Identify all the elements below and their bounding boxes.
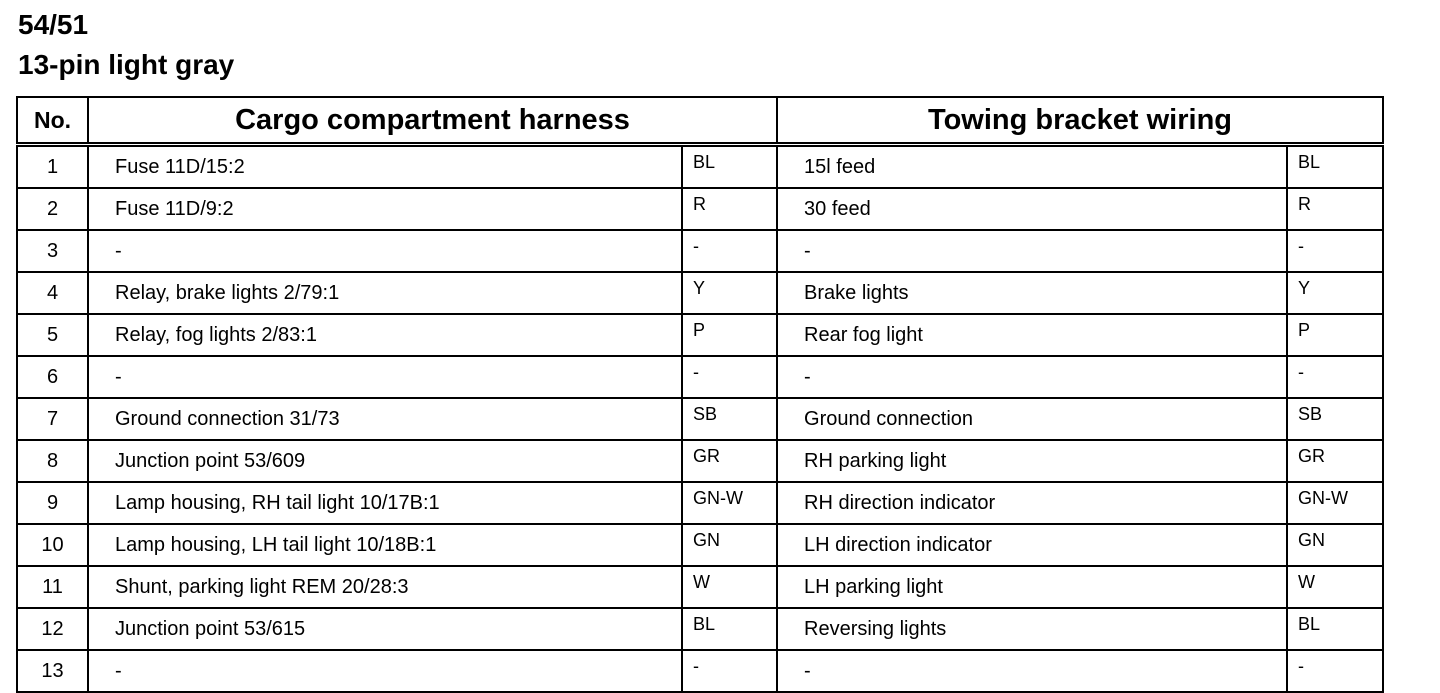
pin-number: 8 (17, 440, 88, 482)
cargo-wire-color: Y (682, 272, 777, 314)
table-row (17, 524, 1383, 566)
table-row (17, 398, 1383, 440)
cargo-harness-connection: Junction point 53/609 (88, 440, 682, 482)
cargo-wire-color: - (682, 356, 777, 398)
towing-bracket-connection: Brake lights (777, 272, 1287, 314)
towing-bracket-connection: LH parking light (777, 566, 1287, 608)
pin-number: 6 (17, 356, 88, 398)
table-row (17, 482, 1383, 524)
cargo-harness-connection: Relay, fog lights 2/83:1 (88, 314, 682, 356)
towing-wire-color: W (1287, 566, 1383, 608)
towing-bracket-connection: Rear fog light (777, 314, 1287, 356)
towing-wire-color: BL (1287, 145, 1383, 189)
column-header-towing: Towing bracket wiring (777, 97, 1383, 145)
towing-bracket-connection: Ground connection (777, 398, 1287, 440)
towing-bracket-connection: - (777, 650, 1287, 692)
pin-number: 5 (17, 314, 88, 356)
pin-number: 4 (17, 272, 88, 314)
towing-wire-color: GR (1287, 440, 1383, 482)
towing-wire-color: P (1287, 314, 1383, 356)
towing-bracket-connection: 30 feed (777, 188, 1287, 230)
table-row (17, 272, 1383, 314)
towing-wire-color: - (1287, 230, 1383, 272)
table-row (17, 608, 1383, 650)
pinout-table (16, 96, 1384, 693)
towing-wire-color: - (1287, 356, 1383, 398)
cargo-harness-connection: Junction point 53/615 (88, 608, 682, 650)
connector-description: 13-pin light gray (18, 49, 235, 80)
cargo-wire-color: - (682, 230, 777, 272)
pin-number: 3 (17, 230, 88, 272)
cargo-wire-color: R (682, 188, 777, 230)
pin-number: 13 (17, 650, 88, 692)
table-row (17, 188, 1383, 230)
pin-number: 7 (17, 398, 88, 440)
table-row (17, 356, 1383, 398)
towing-wire-color: R (1287, 188, 1383, 230)
pin-number: 1 (17, 145, 88, 189)
pin-number: 11 (17, 566, 88, 608)
towing-bracket-connection: 15l feed (777, 145, 1287, 189)
cargo-wire-color: BL (682, 145, 777, 189)
cargo-wire-color: BL (682, 608, 777, 650)
cargo-wire-color: GN (682, 524, 777, 566)
cargo-harness-connection: Fuse 11D/15:2 (88, 145, 682, 189)
towing-wire-color: BL (1287, 608, 1383, 650)
table-row (17, 440, 1383, 482)
cargo-harness-connection: - (88, 650, 682, 692)
pin-number: 12 (17, 608, 88, 650)
towing-bracket-connection: LH direction indicator (777, 524, 1287, 566)
pin-number: 2 (17, 188, 88, 230)
towing-wire-color: - (1287, 650, 1383, 692)
cargo-wire-color: P (682, 314, 777, 356)
table-header-row (17, 97, 1383, 145)
towing-wire-color: Y (1287, 272, 1383, 314)
cargo-harness-connection: Relay, brake lights 2/79:1 (88, 272, 682, 314)
towing-bracket-connection: Reversing lights (777, 608, 1287, 650)
column-header-no: No. (17, 97, 88, 145)
towing-wire-color: SB (1287, 398, 1383, 440)
cargo-harness-connection: Shunt, parking light REM 20/28:3 (88, 566, 682, 608)
pin-number: 10 (17, 524, 88, 566)
cargo-wire-color: GN-W (682, 482, 777, 524)
column-header-cargo: Cargo compartment harness (88, 97, 777, 145)
table-row (17, 566, 1383, 608)
table-row (17, 314, 1383, 356)
towing-bracket-connection: - (777, 356, 1287, 398)
pin-number: 9 (17, 482, 88, 524)
towing-bracket-connection: RH direction indicator (777, 482, 1287, 524)
table-row (17, 145, 1383, 189)
cargo-wire-color: - (682, 650, 777, 692)
cargo-harness-connection: - (88, 230, 682, 272)
connector-id: 54/51 (18, 9, 89, 40)
towing-bracket-connection: RH parking light (777, 440, 1287, 482)
cargo-wire-color: GR (682, 440, 777, 482)
cargo-harness-connection: Fuse 11D/9:2 (88, 188, 682, 230)
table-row (17, 650, 1383, 692)
towing-bracket-connection: - (777, 230, 1287, 272)
cargo-wire-color: SB (682, 398, 777, 440)
towing-wire-color: GN-W (1287, 482, 1383, 524)
cargo-harness-connection: - (88, 356, 682, 398)
table-row (17, 230, 1383, 272)
cargo-harness-connection: Lamp housing, RH tail light 10/17B:1 (88, 482, 682, 524)
towing-wire-color: GN (1287, 524, 1383, 566)
cargo-harness-connection: Lamp housing, LH tail light 10/18B:1 (88, 524, 682, 566)
cargo-harness-connection: Ground connection 31/73 (88, 398, 682, 440)
cargo-wire-color: W (682, 566, 777, 608)
